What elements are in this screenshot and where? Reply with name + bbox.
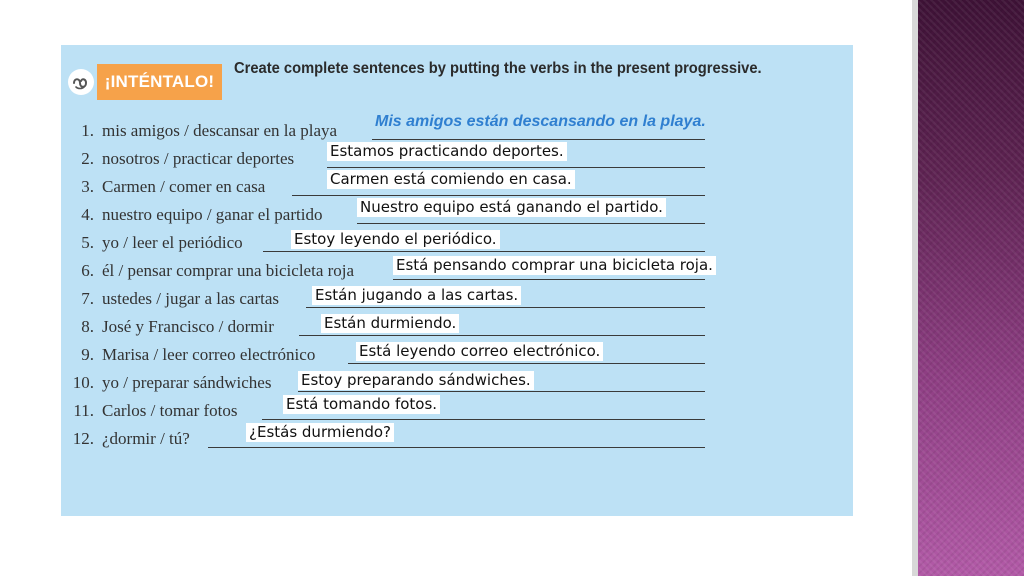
item-number: 5. xyxy=(81,233,94,252)
answer-line xyxy=(208,447,705,448)
answer-line xyxy=(292,195,705,196)
answer-line xyxy=(263,251,705,252)
item-prompt: él / pensar comprar una bicicleta roja xyxy=(102,261,355,280)
answer-line xyxy=(348,363,705,364)
answer-text: ¿Estás durmiendo? xyxy=(246,423,394,442)
item-number: 1. xyxy=(81,121,94,140)
answer-line xyxy=(372,139,705,140)
answer-text: Está pensando comprar una bicicleta roja. xyxy=(393,256,716,275)
item-prompt: mis amigos / descansar en la playa xyxy=(102,121,338,140)
paperclip-loop-icon xyxy=(67,68,95,96)
answer-text: Carmen está comiendo en casa. xyxy=(327,170,575,189)
answer-line xyxy=(393,279,705,280)
item-number: 11. xyxy=(73,401,94,420)
answer-text: Está leyendo correo electrónico. xyxy=(356,342,603,361)
decorative-side-panel xyxy=(912,0,1024,576)
answer-text: Estamos practicando deportes. xyxy=(327,142,567,161)
answer-text: Estoy leyendo el periódico. xyxy=(291,230,500,249)
item-prompt: ustedes / jugar a las cartas xyxy=(102,289,280,308)
item-number: 9. xyxy=(81,345,94,364)
answer-line xyxy=(298,391,705,392)
answer-line xyxy=(357,223,705,224)
item-number: 6. xyxy=(81,261,94,280)
item-number: 12. xyxy=(72,429,94,448)
answer-text: Estoy preparando sándwiches. xyxy=(298,371,534,390)
exercise-instructions: Create complete sentences by putting the verbs in the present progressive. xyxy=(234,60,762,77)
answer-line xyxy=(327,167,705,168)
side-panel-divider xyxy=(912,0,918,576)
item-number: 2. xyxy=(81,149,94,168)
answer-line xyxy=(299,335,705,336)
answer-text: Nuestro equipo está ganando el partido. xyxy=(357,198,666,217)
item-prompt: nuestro equipo / ganar el partido xyxy=(102,205,323,224)
answer-text: Están jugando a las cartas. xyxy=(312,286,521,305)
item-number: 3. xyxy=(81,177,94,196)
item-prompt: Carlos / tomar fotos xyxy=(102,401,238,420)
item-prompt: Carmen / comer en casa xyxy=(102,177,266,196)
item-number: 8. xyxy=(81,317,94,336)
sample-answer: Mis amigos están descansando en la playa. xyxy=(375,113,706,130)
item-prompt: ¿dormir / tú? xyxy=(102,429,190,448)
item-prompt: José y Francisco / dormir xyxy=(102,317,274,336)
answer-text: Están durmiendo. xyxy=(321,314,459,333)
item-prompt: nosotros / practicar deportes xyxy=(102,149,295,168)
item-prompt: yo / leer el periódico xyxy=(102,233,243,252)
answer-line xyxy=(262,419,705,420)
intentalo-badge: ¡INTÉNTALO! xyxy=(97,64,222,100)
item-prompt: Marisa / leer correo electrónico xyxy=(102,345,316,364)
answer-text: Está tomando fotos. xyxy=(283,395,440,414)
item-number: 4. xyxy=(81,205,94,224)
item-prompt: yo / preparar sándwiches xyxy=(102,373,272,392)
item-number: 10. xyxy=(72,373,94,392)
answer-line xyxy=(306,307,705,308)
item-number: 7. xyxy=(81,289,94,308)
